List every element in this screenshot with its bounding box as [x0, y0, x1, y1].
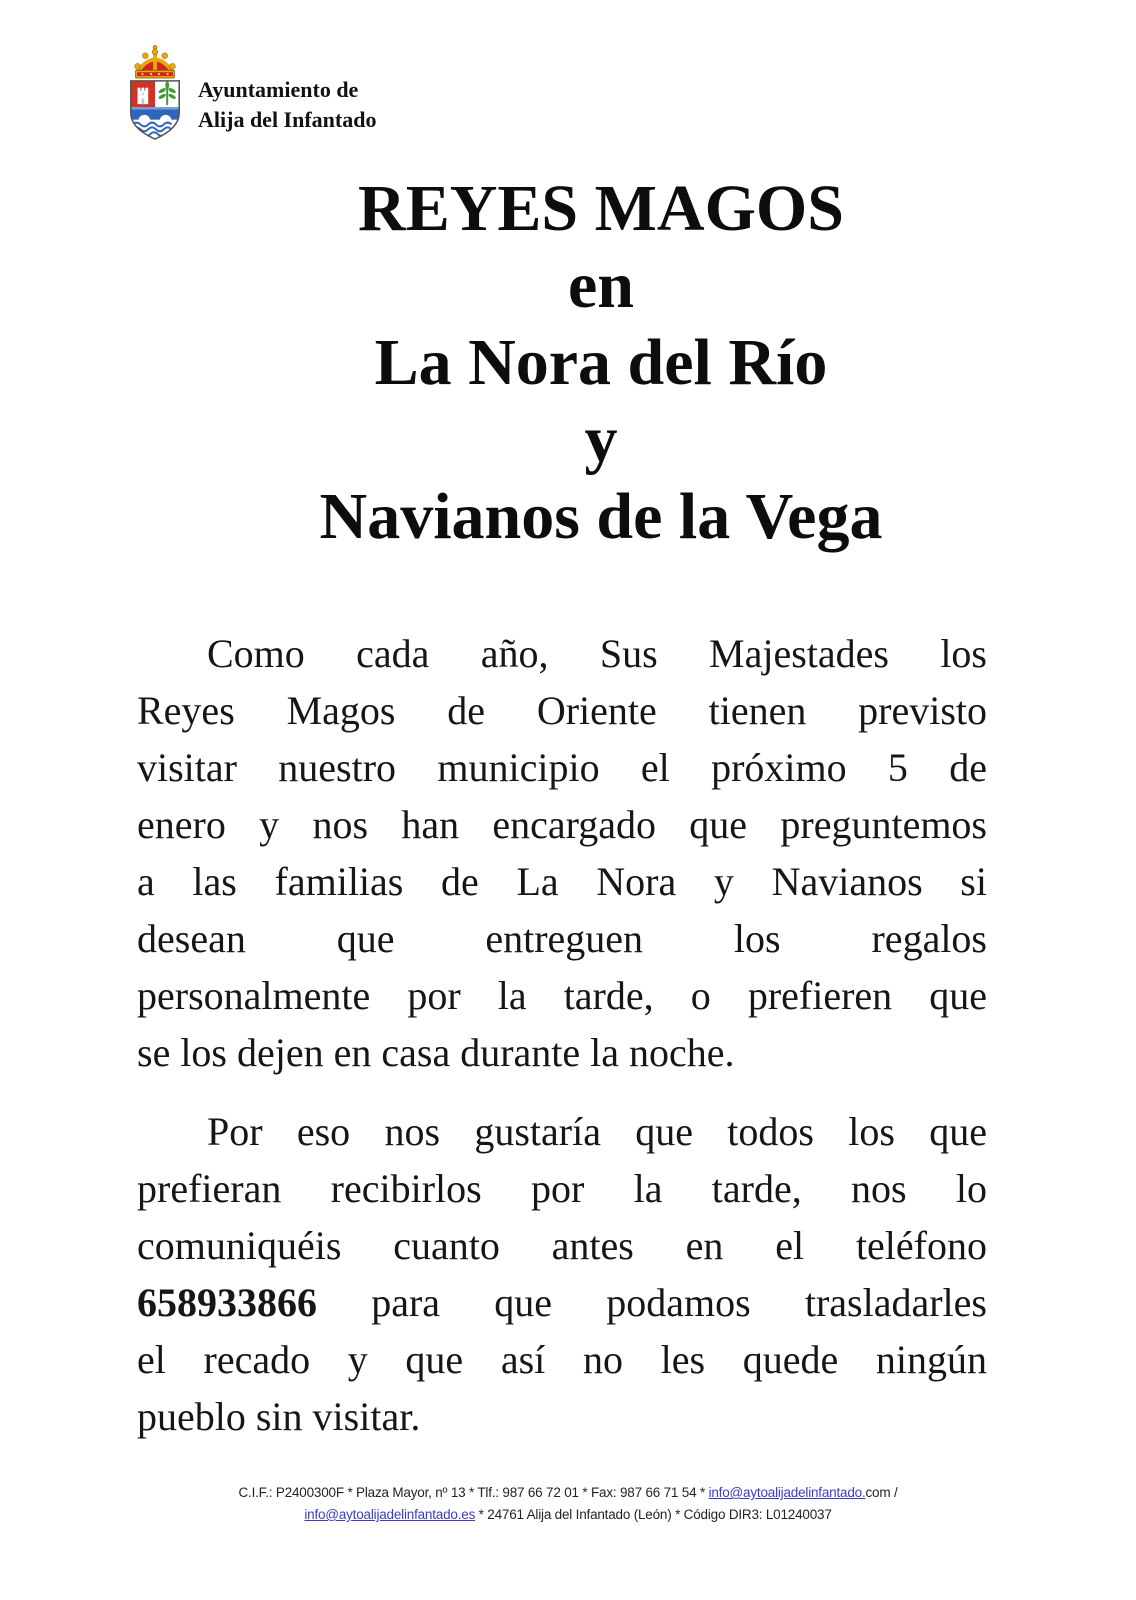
text-segment: se los dejen en casa durante la noche. — [137, 1030, 735, 1075]
document-title — [0, 170, 1136, 555]
text-segment: para que podamos trasladarles — [317, 1280, 987, 1325]
body-text — [137, 625, 987, 1467]
body-line — [137, 796, 987, 853]
body-line — [137, 1160, 987, 1217]
text-segment: a las familias de La Nora y Navianos si — [137, 859, 987, 904]
footer-text-segment: com / — [865, 1485, 898, 1500]
footer-text-segment: * 24761 Alija del Infantado (León) * Código DIR3: L01240037 — [475, 1507, 832, 1522]
body-line — [137, 967, 987, 1024]
footer-text-segment: C.I.F.: P2400300F * Plaza Mayor, nº 13 * Tlf.: 987 66 72 01 * Fax: 987 66 71 54 * — [238, 1485, 709, 1500]
document-header — [124, 45, 376, 142]
footer-line — [0, 1504, 1136, 1526]
footer-contact-info — [0, 1482, 1136, 1526]
body-line — [137, 1217, 987, 1274]
org-line-2: Alija del Infantado — [198, 107, 377, 132]
body-line — [137, 910, 987, 967]
body-line — [137, 1274, 987, 1331]
paragraph — [137, 1103, 987, 1445]
paragraph — [137, 625, 987, 1081]
body-line — [137, 1388, 987, 1445]
phone-number: 658933866 — [137, 1280, 317, 1325]
title-line: en — [568, 249, 634, 322]
text-segment: el recado y que así no les quede ningún — [137, 1337, 987, 1382]
body-line — [137, 739, 987, 796]
text-segment: prefieran recibirlos por la tarde, nos lo — [137, 1166, 987, 1211]
text-segment: visitar nuestro municipio el próximo 5 de — [137, 745, 987, 790]
tower — [138, 88, 149, 104]
email-link[interactable]: info@aytoalijadelinfantado. — [708, 1485, 866, 1500]
crown — [135, 45, 176, 78]
body-line — [137, 853, 987, 910]
title-line: REYES MAGOS — [358, 172, 844, 245]
coat-of-arms-icon — [124, 45, 186, 142]
text-segment: pueblo sin visitar. — [137, 1394, 421, 1439]
text-segment: Por eso nos gustaría que todos los que — [207, 1109, 987, 1154]
body-line — [137, 1103, 987, 1160]
body-line — [137, 1024, 987, 1081]
text-segment: personalmente por la tarde, o prefieren que — [137, 973, 987, 1018]
title-line: y — [584, 403, 618, 476]
organization-name — [198, 75, 376, 135]
title-line: Navianos de la Vega — [319, 480, 883, 553]
text-segment: enero y nos han encargado que preguntemos — [137, 802, 987, 847]
body-line — [137, 1331, 987, 1388]
title-line: La Nora del Río — [374, 326, 828, 399]
text-segment: Reyes Magos de Oriente tienen previsto — [137, 688, 987, 733]
org-line-1: Ayuntamiento de — [198, 77, 359, 102]
footer-line — [0, 1482, 1136, 1504]
body-line — [137, 682, 987, 739]
text-segment: comuniquéis cuanto antes en el teléfono — [137, 1223, 987, 1268]
text-segment: Como cada año, Sus Majestades los — [207, 631, 987, 676]
body-line — [137, 625, 987, 682]
email-link[interactable]: info@aytoalijadelinfantado.es — [304, 1507, 476, 1522]
text-segment: desean que entreguen los regalos — [137, 916, 987, 961]
